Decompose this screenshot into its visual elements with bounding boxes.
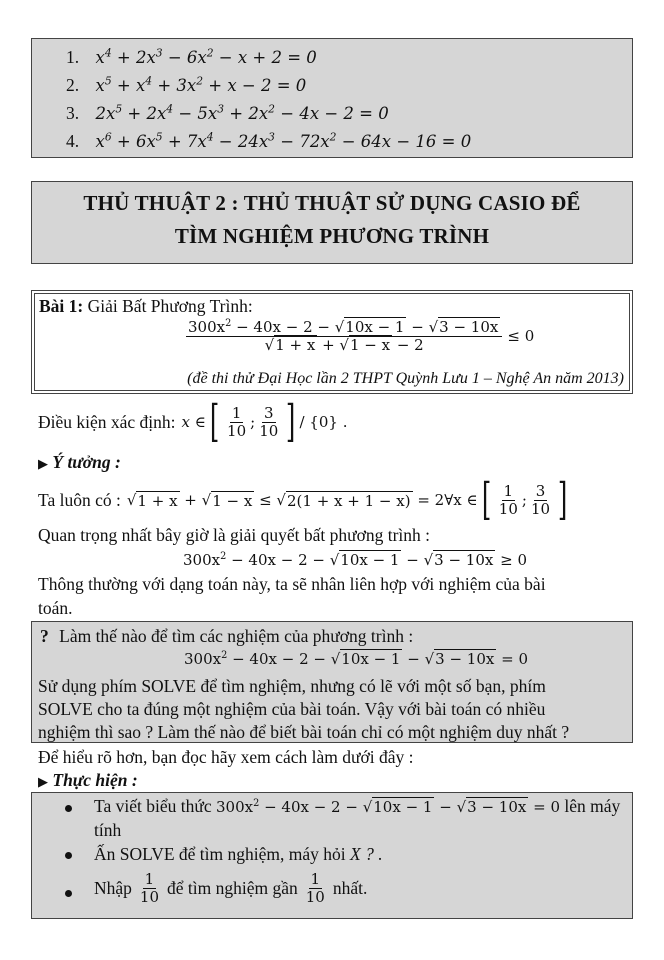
always-have-line: Ta luôn có : √ 1 + x + √ 1 − x ≤ √ 2(1 + x + 1 − x) = 2∀x ∈ [ $\frac{1}{10}$ ; $\frac{3}{10}$ ] [38, 474, 568, 525]
section-title-line1: THỦ THUẬT 2 : THỦ THUẬT SỬ DỤNG CASIO ĐỂ [83, 191, 581, 215]
usually-line1: Thông thường với dạng toán này, ta sẽ nhân liên hợp với nghiệm của bài [38, 574, 546, 594]
execute-heading: ▶ Thực hiện : [38, 770, 138, 790]
bullet-icon [65, 805, 72, 812]
step-1-expression: $300x^2 - 40x - 2 - √10x - 1 - √3 - 10x = 0$ [215, 798, 560, 816]
steps-box [31, 792, 633, 919]
step-3: Nhập $\frac{1}{10}$ để tìm nghiệm gần $\frac{1}{10}$ nhất. [94, 870, 368, 906]
bullet-icon [65, 852, 72, 859]
equation-3: $2x^5 + 2x^4 - 5x^3 + 2x^2 - 4x - 2 = 0$ [95, 102, 389, 123]
problem-source: (đề thi thử Đại Học lần 2 THPT Quỳnh Lưu 1 – Nghệ An năm 2013) [187, 370, 624, 387]
equation-2: $x^5 + x^4 + 3x^2 + x - 2 = 0$ [95, 74, 307, 95]
list-item: 4. $x^6 + 6x^5 + 7x^4 - 24x^3 - 72x^2 - 64x - 16 = 0$ [66, 130, 472, 151]
equation-1: $x^4 + 2x^3 - 6x^2 - x + 2 = 0$ [95, 46, 317, 67]
equation-list-box [31, 38, 633, 158]
solve-line1: Sử dụng phím SOLVE để tìm nghiệm, nhưng có lẽ với một số bạn, phím [38, 676, 546, 696]
problem-inequality: $\frac{300x^2 - 40x - 2 - √10x - 1 - √3 - 10x}{√1 + x + √1 - x - 2}$ ≤ 0 [188, 318, 535, 354]
section-title-line2: TÌM NGHIỆM PHƯƠNG TRÌNH [174, 224, 490, 248]
question-line: ? Làm thế nào để tìm các nghiệm của phương trình : [40, 626, 414, 646]
important-line: Quan trọng nhất bây giờ là giải quyết bất phương trình : [38, 525, 431, 545]
problem-box [31, 290, 633, 394]
step-1-cont: tính [94, 820, 122, 840]
condition-line: Điều kiện xác định: x ∈ [ $\frac{1}{10}$ ; $\frac{3}{10}$ ] / {0} . [38, 396, 348, 447]
understand-line: Để hiểu rõ hơn, bạn đọc hãy xem cách làm dưới đây : [38, 747, 414, 767]
list-item: 2. $x^5 + x^4 + 3x^2 + x - 2 = 0$ [66, 74, 307, 95]
step-1: Ta viết biểu thức $300x^2 - 40x - 2 - √10x - 1 - √3 - 10x = 0$ lên máy [94, 796, 621, 816]
solve-line3: nghiệm thì sao ? Làm thế nào để biết bài toán chỉ có một nghiệm duy nhất ? [38, 722, 570, 742]
bullet-icon [65, 890, 72, 897]
question-mark: ? [40, 626, 49, 646]
list-item: 3. $2x^5 + 2x^4 - 5x^3 + 2x^2 - 4x - 2 = 0$ [66, 102, 389, 123]
inequality-main: $300x^2 - 40x - 2 - √10x - 1 - √3 - 10x \ge 0$ [183, 551, 528, 569]
question-box [31, 621, 633, 743]
equation-4: $x^6 + 6x^5 + 7x^4 - 24x^3 - 72x^2 - 64x - 16 = 0$ [95, 130, 472, 151]
usually-line2: toán. [38, 598, 73, 618]
step-2: Ấn SOLVE để tìm nghiệm, máy hỏi X ? . [94, 844, 383, 864]
problem-heading: Bài 1: Giải Bất Phương Trình: [39, 296, 253, 316]
solve-line2: SOLVE cho ta đúng một nghiệm của bài toán. Vậy với bài toán có nhiều [38, 699, 546, 719]
section-title-box [31, 181, 633, 264]
idea-heading: ▶ Ý tưởng : [38, 452, 121, 472]
equation-main: $300x^2 - 40x - 2 - √10x - 1 - √3 - 10x = 0$ [184, 650, 529, 668]
list-item: 1. $x^4 + 2x^3 - 6x^2 - x + 2 = 0$ [66, 46, 317, 67]
